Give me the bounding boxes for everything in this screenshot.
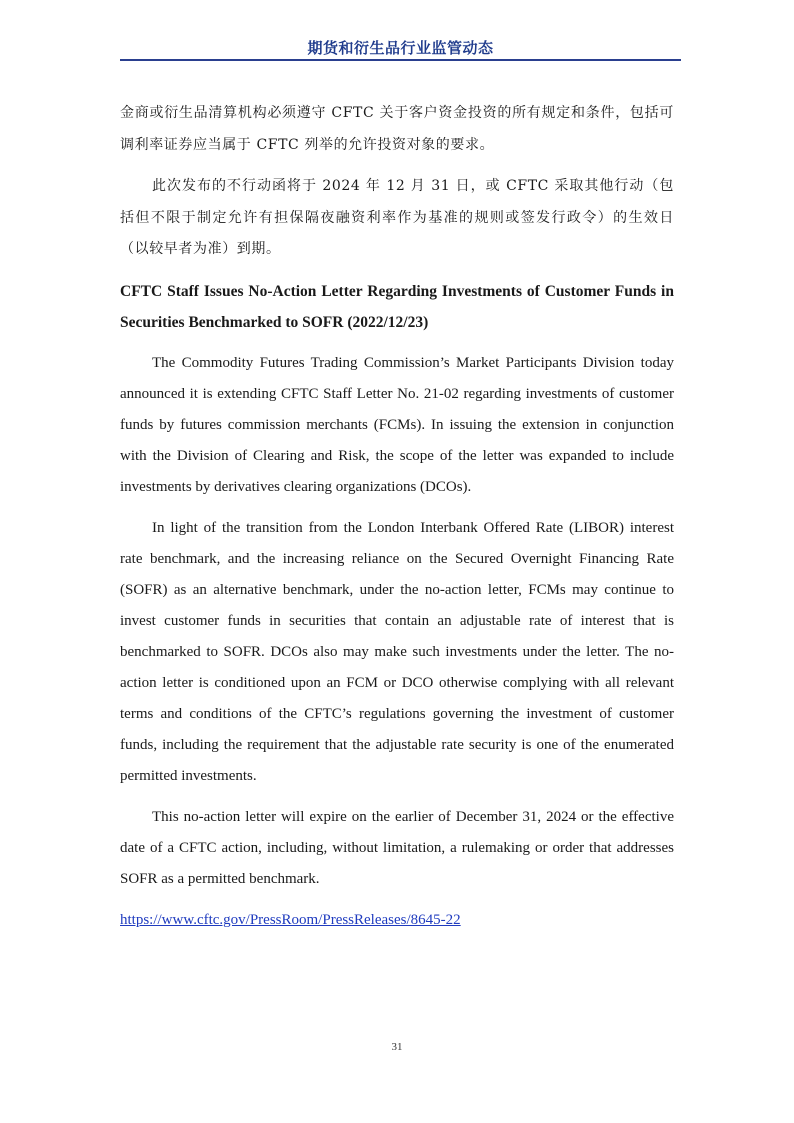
header-divider [120,59,681,61]
zh-paragraph-expiry: 此次发布的不行动函将于 2024 年 12 月 31 日，或 CFTC 采取其他行动（包括但不限于制定允许有担保隔夜融资利率作为基准的规则或签发行政令）的生效日（以较早者为准）到期。 [120,178,674,257]
zh-paragraph-continuation: 金商或衍生品清算机构必须遵守 CFTC 关于客户资金投资的所有规定和条件，包括可调利率证券应当属于 CFTC 列举的允许投资对象的要求。 [120,105,674,153]
en-paragraph-sofr: In light of the transition from the London Interbank Offered Rate (LIBOR) interest rate benchmark, and the increasing reliance on the Secured Overnight Financing Rate (SOFR) as an alternative benchmark, under the no-action letter, FCMs may continue to invest customer funds in securities that contain an adjustable rate of interest that is benchmarked to SOFR. DCOs also may make such investments under the letter. The no-action letter is conditioned upon an FCM or DCO otherwise complying with all relevant terms and conditions of the CFTC’s regulations governing the investment of customer funds, including the requirement that the adjustable rate security is one of the enumerated permitted investments. [120,519,674,784]
source-link[interactable]: https://www.cftc.gov/PressRoom/PressReleases/8645-22 [120,911,461,928]
article-heading: CFTC Staff Issues No-Action Letter Regarding Investments of Customer Funds in Securities Benchmarked to SOFR (2022/12/23) [120,282,674,331]
page-number: 31 [391,1041,403,1053]
document-body [120,98,674,936]
page-header-title: 期货和衍生品行业监管动态 [307,39,494,57]
en-paragraph-announcement: The Commodity Futures Trading Commission’s Market Participants Division today announced it is extending CFTC Staff Letter No. 21-02 regarding investments of customer funds by futures commission merchants (FCMs). In issuing the extension in conjunction with the Division of Clearing and Risk, the scope of the letter was expanded to include investments by derivatives clearing organizations (DCOs). [120,354,674,495]
en-paragraph-expiry: This no-action letter will expire on the earlier of December 31, 2024 or the effective date of a CFTC action, including, without limitation, a rulemaking or order that addresses SOFR as a permitted benchmark. [120,808,674,887]
